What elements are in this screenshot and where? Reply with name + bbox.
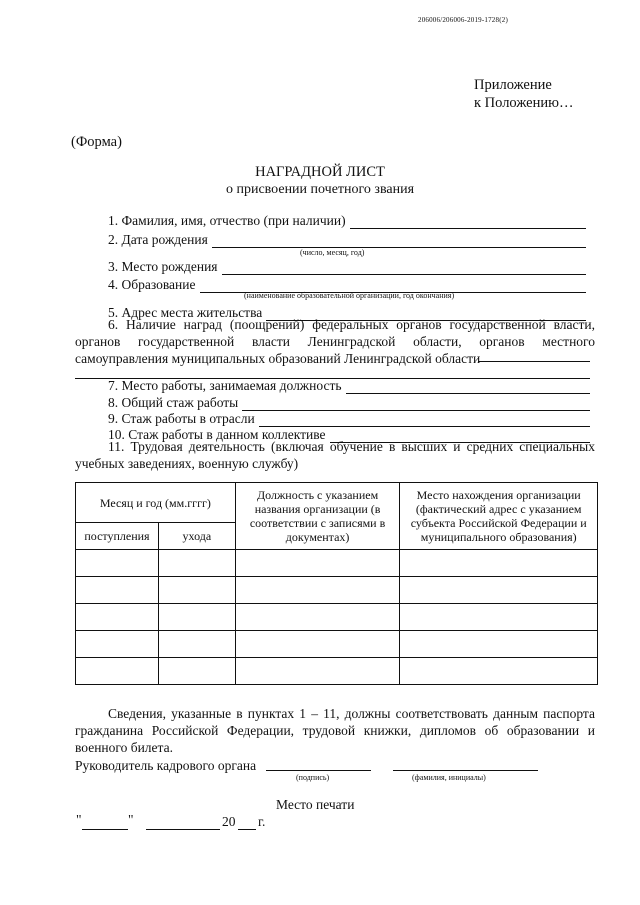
field-workplace[interactable] — [108, 378, 590, 394]
awards-blank-1[interactable] — [478, 360, 590, 362]
header-entry: поступления — [76, 523, 159, 550]
cell-exit[interactable] — [158, 577, 235, 604]
cell-exit[interactable] — [158, 604, 235, 631]
header-month-year: Месяц и год (мм.гггг) — [76, 483, 236, 523]
field-awards: 6. Наличие наград (поощрений) федеральных органов государственной власти, органов государственной власти Ленинградской области, органов местного самоуправления муниципальных образований Ленинградской области — [75, 317, 595, 366]
full-name-blank[interactable] — [350, 216, 586, 229]
date-year-suffix: г. — [258, 814, 266, 829]
field-birth-place-label: 3. Место рождения — [108, 259, 218, 274]
field-address-label: 5. Адрес места жительства — [108, 305, 263, 320]
field-industry-experience[interactable] — [108, 411, 590, 427]
education-hint: (наименование образовательной организации, год окончания) — [244, 291, 455, 300]
cell-position[interactable] — [235, 577, 400, 604]
date-year-prefix: 20 — [222, 814, 236, 829]
page-title: НАГРАДНОЙ ЛИСТ — [255, 164, 385, 180]
cell-location[interactable] — [400, 631, 598, 658]
header-exit: ухода — [158, 523, 235, 550]
cell-exit[interactable] — [158, 631, 235, 658]
date-day-blank[interactable] — [82, 828, 128, 830]
appendix-note — [474, 76, 573, 112]
birth-date-blank[interactable] — [212, 235, 586, 248]
cell-entry[interactable] — [76, 658, 159, 685]
field-industry-experience-label: 9. Стаж работы в отрасли — [108, 411, 255, 426]
field-birth-date[interactable] — [108, 232, 586, 248]
head-label: Руководитель кадрового органа — [75, 758, 257, 773]
cell-entry[interactable] — [76, 604, 159, 631]
table-row — [76, 550, 598, 577]
birth-date-hint: (число, месяц, год) — [300, 248, 365, 257]
table-row — [76, 631, 598, 658]
cell-location[interactable] — [400, 577, 598, 604]
total-experience-blank[interactable] — [242, 398, 590, 411]
appendix-line-2: к Положению… — [474, 95, 574, 111]
date-quote-open: " — [76, 812, 82, 827]
date-year-blank[interactable] — [238, 828, 256, 830]
cell-position[interactable] — [235, 658, 400, 685]
field-total-experience-label: 8. Общий стаж работы — [108, 395, 239, 410]
cell-exit[interactable] — [158, 550, 235, 577]
cell-location[interactable] — [400, 550, 598, 577]
cell-entry[interactable] — [76, 577, 159, 604]
cell-location[interactable] — [400, 604, 598, 631]
note-paragraph: Сведения, указанные в пунктах 1 – 11, должны соответствовать данным паспорта гражданина Российской Федерации, трудовой книжки, дипломов об образовании и военного билета. — [75, 706, 595, 755]
field-work-history: 11. Трудовая деятельность (включая обучение в высших и средних специальных учебных заведениях, военную службу) — [75, 439, 595, 471]
document-id: 206006/206006-2019-1728(2) — [418, 16, 508, 24]
header-location: Место нахождения организации (фактический адрес с указанием субъекта Российской Федерации и муниципального образования) — [400, 483, 598, 550]
field-full-name[interactable] — [108, 213, 586, 229]
name-blank[interactable] — [393, 769, 538, 771]
field-full-name-label: 1. Фамилия, имя, отчество (при наличии) — [108, 213, 346, 228]
table-row — [76, 577, 598, 604]
field-birth-date-label: 2. Дата рождения — [108, 232, 208, 247]
cell-position[interactable] — [235, 550, 400, 577]
signature-hint: (подпись) — [296, 773, 330, 782]
form-label: (Форма) — [71, 134, 122, 150]
table-row — [76, 658, 598, 685]
cell-location[interactable] — [400, 658, 598, 685]
cell-entry[interactable] — [76, 550, 159, 577]
signature-blank[interactable] — [266, 769, 371, 771]
industry-experience-blank[interactable] — [259, 414, 590, 427]
stamp-place: Место печати — [276, 797, 355, 812]
work-history-table — [75, 482, 598, 685]
field-education-label: 4. Образование — [108, 277, 196, 292]
page-subtitle: о присвоении почетного звания — [225, 182, 415, 197]
appendix-line-1: Приложение — [474, 77, 552, 93]
name-hint: (фамилия, инициалы) — [412, 773, 486, 782]
field-team-experience-label: 10. Стаж работы в данном коллективе — [108, 427, 326, 442]
cell-position[interactable] — [235, 631, 400, 658]
field-workplace-label: 7. Место работы, занимаемая должность — [108, 378, 342, 393]
field-birth-place[interactable] — [108, 259, 586, 275]
cell-exit[interactable] — [158, 658, 235, 685]
table-row — [76, 604, 598, 631]
birth-place-blank[interactable] — [222, 262, 586, 275]
cell-entry[interactable] — [76, 631, 159, 658]
date-quote-close: " — [128, 812, 134, 827]
field-total-experience[interactable] — [108, 395, 590, 411]
header-position: Должность с указанием названия организации (в соответствии с записями в документах) — [235, 483, 400, 550]
cell-position[interactable] — [235, 604, 400, 631]
date-month-blank[interactable] — [146, 828, 220, 830]
workplace-blank[interactable] — [346, 381, 591, 394]
